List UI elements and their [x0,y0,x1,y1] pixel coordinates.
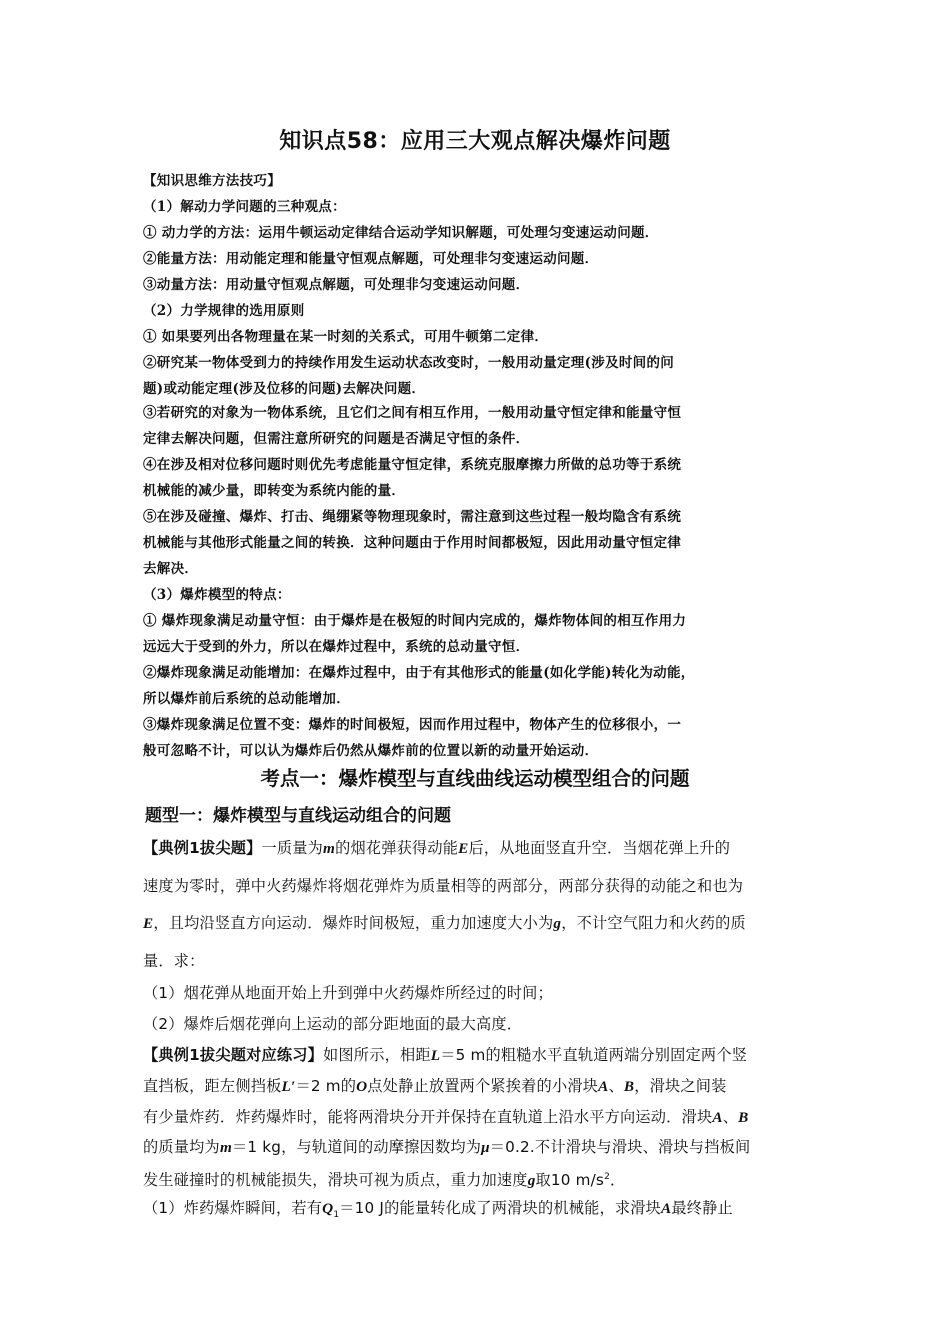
var-a: A [712,1109,723,1126]
text: （1）炸药爆炸瞬间，若有 [143,1199,323,1217]
text: ＝10 J的能量转化成了两滑块的机械能，求滑块 [339,1199,662,1217]
methods-line: ③爆炸现象满足位置不变：爆炸的时间极短，因而作用过程中，物体产生的位移很小，一 [143,717,682,733]
var-b: B [738,1109,749,1126]
methods-line: ②研究某一物体受到力的持续作用发生运动状态改变时，一般用动量定理(涉及时间的问 [143,355,675,371]
example2-line [143,1136,750,1159]
var-a: A [661,1200,672,1217]
example1-question-1: （1）烟花弹从地面开始上升到弹中火药爆炸所经过的时间； [143,984,553,1002]
methods-heading: 【知识思维方法技巧】 [143,173,281,189]
var-a: A [598,1078,609,1095]
text: ，滑块之间装 [634,1077,727,1095]
methods-line: 远远大于受到的外力，所以在爆炸过程中，系统的总动量守恒． [143,639,530,655]
example1-line [143,837,730,860]
example2-line [143,1166,625,1192]
var-b: B [623,1078,635,1095]
var-e: E [458,840,469,857]
superscript: 2 [604,1172,610,1182]
text: 的烟花弹获得动能 [335,839,459,857]
text: 发生碰撞时的机械能损失，滑块可视为质点，重力加速度 [143,1171,528,1190]
page-title: 知识点58：应用三大观点解决爆炸问题 [279,129,671,154]
methods-line: （3）爆炸模型的特点： [143,587,291,603]
methods-line: 定律去解决问题，但需注意所研究的问题是否满足守恒的条件． [143,431,530,447]
text: 直挡板，距左侧挡板 [143,1077,282,1095]
var-m: m [323,840,336,857]
text: 后，从地面竖直升空．当烟花弹上升的 [468,839,731,857]
var-lprime: L′ [281,1078,296,1095]
example2-line [143,1075,727,1098]
var-m: m [219,1139,232,1156]
methods-line: ① 如果要列出各物理量在某一时刻的关系式，可用牛顿第二定律． [143,329,549,345]
var-l: L [430,1047,441,1064]
section-title: 考点一：爆炸模型与直线曲线运动模型组合的问题 [260,767,690,790]
text: ＝2 m的 [295,1077,357,1095]
text: 、 [722,1108,739,1126]
text: 一质量为 [261,839,324,857]
text: ，不计空气阻力和火药的质 [561,914,746,932]
methods-line: （2）力学规律的选用原则 [143,303,305,319]
var-q: Q [322,1200,334,1217]
text: 有少量炸药．炸药爆炸时，能将两滑块分开并保持在直轨道上沿水平方向运动．滑块 [143,1108,713,1126]
var-mu: μ [481,1139,490,1156]
methods-line: （1）解动力学问题的三种观点： [143,199,346,215]
subscript: 1 [333,1210,340,1221]
methods-line: 般可忽略不计，可以认为爆炸后仍然从爆炸前的位置以新的动量开始运动． [143,743,599,759]
example2-line [143,1044,747,1067]
text: 如图所示，相距 [323,1046,431,1064]
text: 取10 m/s [535,1171,605,1190]
text: ＝5 m的粗糙水平直轨道两端分别固定两个竖 [440,1046,748,1064]
subheading: 题型一：爆炸模型与直线运动组合的问题 [145,806,451,826]
methods-line: 所以爆炸前后系统的总动能增加． [143,691,350,707]
methods-line: 题)或动能定理(涉及位移的问题)去解决问题． [143,381,426,397]
text: ． [610,1171,626,1190]
example2-question-1 [143,1197,733,1226]
methods-line: ③动量方法：用动量守恒观点解题，可处理非匀变速运动问题． [143,277,530,293]
methods-line: ④在涉及相对位移问题时则优先考虑能量守恒定律，系统克服摩擦力所做的总功等于系统 [143,457,682,473]
example1-question-2: （2）爆炸后烟花弹向上运动的部分距地面的最大高度． [143,1015,523,1033]
methods-line: 机械能与其他形式能量之间的转换．这种问题由于作用时间都极短，因此用动量守恒定律 [143,535,682,551]
example1-tag: 【典例1拔尖题】 [143,839,262,857]
methods-line: 去解决． [143,561,199,577]
methods-line: 机械能的减少量，即转变为系统内能的量． [143,483,406,499]
var-g: g [527,1172,536,1190]
text: 最终静止 [671,1199,733,1217]
var-o: O [356,1078,368,1095]
methods-line: ① 动力学的方法：运用牛顿运动定律结合运动学知识解题，可处理匀变速运动问题． [143,225,659,241]
text: 、 [608,1077,624,1095]
text: ＝0.2.不计滑块与滑块、滑块与挡板间 [489,1138,751,1156]
text: 的质量均为 [143,1138,220,1156]
var-g: g [553,915,562,932]
text: ，且均沿竖直方向运动．爆炸时间极短，重力加速度大小为 [153,914,554,932]
methods-line: ⑤在涉及碰撞、爆炸、打击、绳绷紧等物理现象时，需注意到这些过程一般均隐含有系统 [143,509,682,525]
example2-line [143,1106,748,1129]
methods-line: ②爆炸现象满足动能增加：在爆炸过程中，由于有其他形式的能量(如化学能)转化为动能， [143,665,695,681]
example1-line: 速度为零时，弹中火药爆炸将烟花弹炸为质量相等的两部分，两部分获得的动能之和也为 [143,877,744,895]
text: 点处静止放置两个紧挨着的小滑块 [367,1077,599,1095]
text: ＝1 kg，与轨道间的动摩擦因数均为 [231,1138,482,1156]
methods-line: ②能量方法：用动能定理和能量守恒观点解题，可处理非匀变速运动问题． [143,251,599,267]
example2-tag: 【典例1拔尖题对应练习】 [143,1046,324,1064]
methods-line: ① 爆炸现象满足动量守恒：由于爆炸是在极短的时间内完成的，爆炸物体间的相互作用力 [143,613,687,629]
methods-line: ③若研究的对象为一物体系统，且它们之间有相互作用，一般用动量守恒定律和能量守恒 [143,405,682,421]
example1-line: 量．求： [143,952,205,970]
example1-line [143,912,746,935]
var-e: E [143,915,154,932]
